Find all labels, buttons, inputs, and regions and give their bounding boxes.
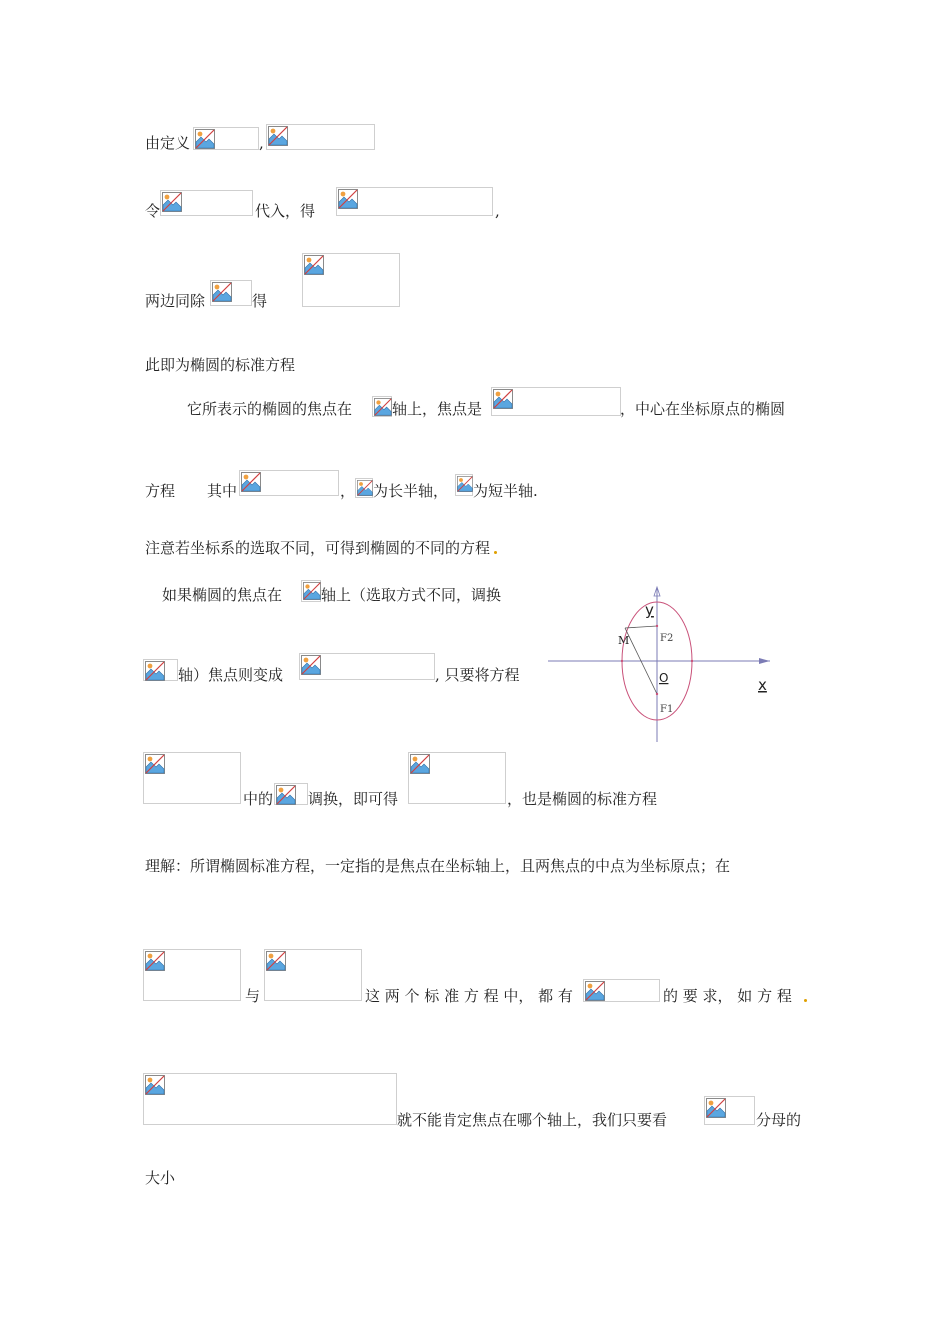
vertex-left	[621, 660, 623, 662]
line-m-f2	[625, 626, 657, 628]
text-line-4: 此即为椭圆的标准方程	[145, 356, 296, 374]
text-line-9a: 轴）焦点则变成	[178, 666, 284, 684]
formula-image	[143, 752, 241, 804]
marker-dot	[804, 999, 807, 1002]
marker-dot	[494, 551, 497, 554]
text-line-5c: ，中心在坐标原点的椭圆	[620, 400, 786, 418]
formula-image	[143, 1073, 397, 1125]
vertex-right	[691, 660, 693, 662]
text-line-11: 理解：所谓椭圆标准方程，一定指的是焦点在坐标轴上，且两焦点的中点为坐标原点；在	[145, 857, 731, 875]
text-line-5b: 轴上，焦点是	[392, 400, 483, 418]
broken-image-icon	[338, 189, 358, 209]
broken-image-icon	[374, 398, 392, 416]
broken-image-icon	[145, 951, 165, 971]
text-line-1b: ,	[259, 134, 264, 152]
text-line-12b: 这 两 个 标 准 方 程 中， 都 有	[365, 987, 573, 1005]
formula-image	[266, 124, 375, 150]
text-line-8a: 如果椭圆的焦点在	[162, 586, 283, 604]
formula-image	[336, 187, 493, 216]
text-line-6e: 为短半轴.	[473, 482, 538, 500]
formula-image	[583, 979, 660, 1002]
broken-image-icon	[706, 1098, 726, 1118]
text-line-10b: 调换，即可得	[308, 790, 399, 808]
formula-image	[302, 253, 400, 307]
focus-f2-label: F2	[660, 633, 674, 644]
text-line-14: 大小	[145, 1169, 176, 1187]
text-line-2c: ,	[495, 202, 500, 220]
text-line-2a: 令	[145, 202, 161, 220]
broken-image-icon	[266, 951, 286, 971]
formula-image	[301, 580, 321, 602]
focus-f1	[656, 693, 658, 695]
broken-image-icon	[195, 129, 215, 149]
formula-image	[193, 127, 259, 150]
formula-image	[274, 783, 308, 805]
text-line-7: 注意若坐标系的选取不同，可得到椭圆的不同的方程	[145, 539, 491, 557]
broken-image-icon	[303, 582, 321, 600]
formula-image	[372, 396, 392, 417]
x-axis-arrow	[759, 658, 770, 664]
text-line-10a: 中的	[243, 790, 274, 808]
text-line-1a: 由定义	[145, 134, 191, 152]
broken-image-icon	[162, 192, 182, 212]
formula-image	[299, 653, 435, 680]
formula-image	[408, 752, 506, 804]
broken-image-icon	[493, 389, 513, 409]
point-m-label: M	[618, 634, 630, 647]
text-line-6b: 其中	[207, 482, 238, 500]
formula-image	[355, 478, 373, 498]
formula-image	[210, 280, 252, 306]
formula-image	[239, 470, 339, 496]
text-line-5a: 它所表示的椭圆的焦点在	[187, 400, 353, 418]
focus-f1-label: F1	[660, 704, 674, 715]
formula-image	[455, 474, 473, 496]
broken-image-icon	[585, 981, 605, 1001]
text-line-6a: 方程	[145, 482, 176, 500]
focus-f2	[656, 625, 658, 627]
text-line-6d: 为长半轴，	[373, 482, 449, 500]
formula-image	[160, 190, 253, 216]
text-line-8b: 轴上（选取方式不同，调换	[321, 586, 502, 604]
formula-image	[491, 387, 621, 416]
broken-image-icon	[276, 785, 296, 805]
ellipse-diagram	[545, 582, 775, 744]
broken-image-icon	[304, 255, 324, 275]
text-line-13a: 就不能肯定焦点在哪个轴上，我们只要看	[397, 1111, 668, 1129]
text-line-3a: 两边同除	[145, 292, 206, 310]
text-line-3b: 得	[252, 292, 268, 310]
broken-image-icon	[268, 126, 288, 146]
broken-image-icon	[212, 282, 232, 302]
formula-image	[704, 1096, 755, 1125]
text-line-12a: 与	[245, 987, 261, 1005]
text-line-12c: 的 要 求， 如 方 程	[663, 987, 792, 1005]
text-line-13b: 分母的	[756, 1111, 802, 1129]
broken-image-icon	[301, 655, 321, 675]
y-axis-label: y	[645, 601, 654, 619]
broken-image-icon	[241, 472, 261, 492]
broken-image-icon	[145, 661, 165, 681]
broken-image-icon	[410, 754, 430, 774]
broken-image-icon	[145, 754, 165, 774]
broken-image-icon	[357, 480, 373, 496]
formula-image	[264, 949, 362, 1001]
text-line-9b: , 只要将方程	[435, 666, 520, 684]
text-line-2b: 代入，得	[255, 202, 316, 220]
formula-image	[143, 949, 241, 1001]
text-line-6c: ，	[340, 482, 356, 500]
text-line-10c: ，也是椭圆的标准方程	[507, 790, 658, 808]
x-axis-label: x	[758, 676, 767, 694]
formula-image	[143, 659, 178, 681]
origin-label: O	[659, 671, 669, 685]
broken-image-icon	[145, 1075, 165, 1095]
broken-image-icon	[457, 476, 473, 492]
